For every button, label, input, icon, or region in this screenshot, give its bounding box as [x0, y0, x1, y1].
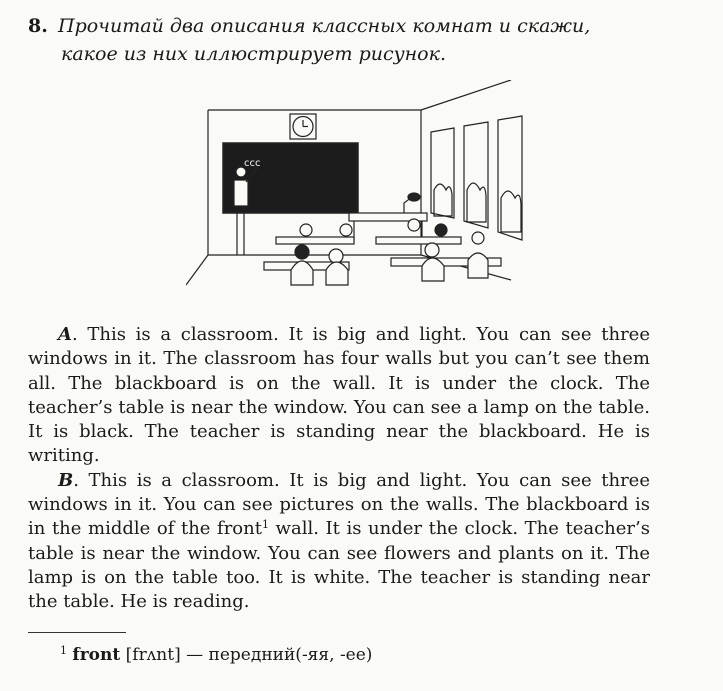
footnote-mark: 1: [60, 644, 67, 657]
plant-1: [434, 184, 452, 216]
pupil-head: [435, 224, 447, 236]
description-texts: [28, 323, 650, 615]
pupil-head: [295, 245, 309, 259]
task-heading: [28, 12, 698, 68]
footnote-divider: [28, 632, 126, 633]
classroom-illustration: [186, 80, 526, 305]
left-floor-edge: [186, 255, 208, 285]
pupil-body: [422, 258, 444, 281]
task-instruction-line-1: Прочитай два описания классных комнат и скажи,: [58, 15, 591, 37]
plant-2: [467, 183, 486, 222]
pupil-body: [468, 253, 488, 278]
pupil-head: [472, 232, 484, 244]
pupil-head: [408, 219, 420, 231]
description-b: [28, 469, 650, 615]
label-a: A: [58, 324, 72, 345]
pupil-body: [326, 262, 348, 285]
label-b: B: [58, 469, 74, 491]
footnote: [60, 644, 372, 666]
footnote-translation: [frʌnt] — передний(-яя, -ее): [120, 645, 373, 665]
chalk-writing: ccc: [244, 158, 261, 169]
description-a: [28, 323, 650, 469]
pupil-head: [340, 224, 352, 236]
pupil-head: [329, 249, 343, 263]
description-b-body-2: wall. It is under the clock. The teacher’s table is near the window. You can see flowers and plants on it. The lamp is on the table too. It is white. The teacher is standing near the table. He is reading.: [28, 518, 650, 613]
lamp-shade: [408, 193, 420, 201]
pupil-body: [291, 261, 313, 285]
pupil-head: [425, 243, 439, 257]
footnote-word: front: [72, 645, 121, 665]
pupil-head: [300, 224, 312, 236]
task-line-1: [28, 12, 698, 40]
description-a-body: . This is a classroom. It is big and light. You can see three windows in it. The classroom has four walls but you can’t see them all. The blackboard is on the wall. It is under the clock. The teacher’s table is near the window. You can see a lamp on the table. It is black. The teacher is standing near the blackboard. He is writing.: [28, 324, 650, 467]
plant-3: [501, 191, 521, 232]
desk-row-1b: [376, 237, 461, 244]
desk-row-1: [276, 237, 354, 244]
description-b-body-1: . This is a classroom. It is big and light. You can see three windows in it. You can see pictures on the walls. The blackboard is in the middle of the front: [28, 469, 650, 540]
task-number: 8.: [28, 15, 48, 37]
task-instruction-line-2: какое из них иллюстрирует рисунок.: [61, 43, 446, 65]
teacher-body: [234, 180, 248, 206]
footnote-reference: 1: [261, 518, 269, 532]
right-ceiling-edge: [421, 80, 511, 110]
teacher-head: [236, 167, 246, 177]
